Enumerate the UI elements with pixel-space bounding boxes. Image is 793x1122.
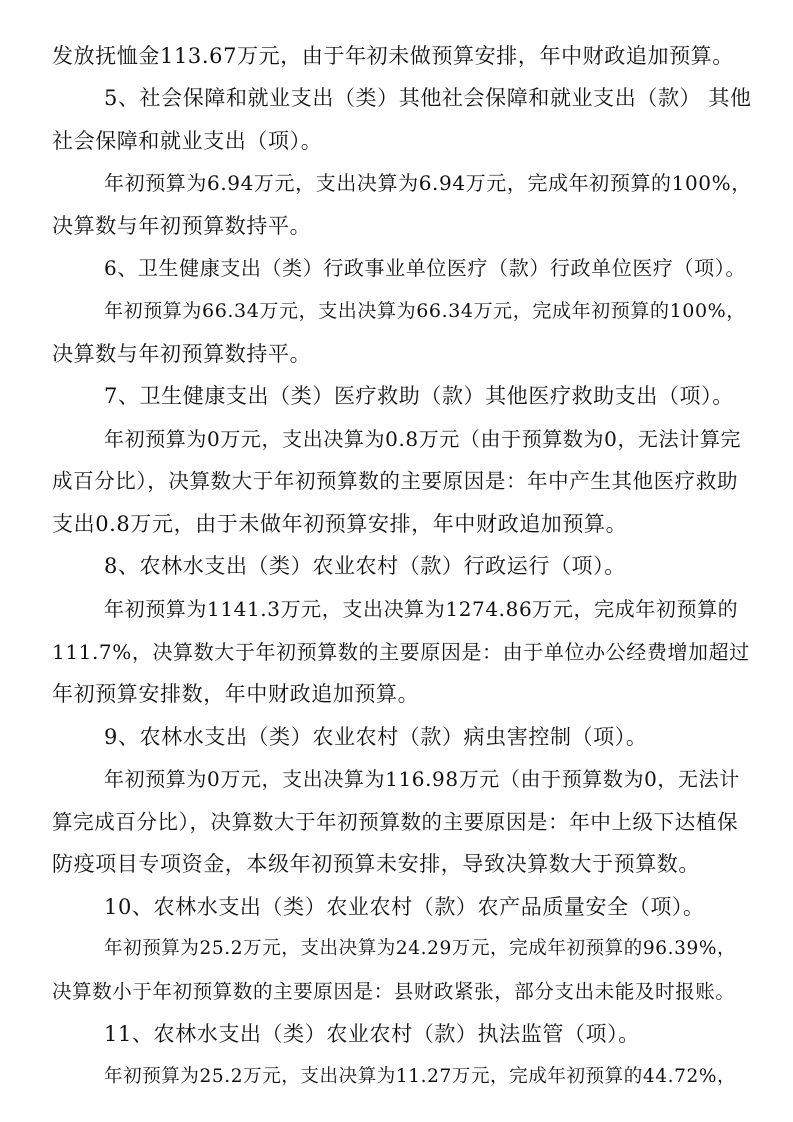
paragraph-line: 年初预算为0万元，支出决算为116.98万元（由于预算数为0，无法计 [104,767,740,791]
section-heading-7: 7、卫生健康支出（类）医疗救助（款）其他医疗救助支出（项）。 [104,384,734,408]
paragraph-line: 决算数与年初预算数持平。 [52,214,312,238]
paragraph-line: 决算数与年初预算数持平。 [52,342,312,366]
section-heading-9: 9、农林水支出（类）农业农村（款）病虫害控制（项）。 [104,725,648,749]
paragraph-line: 111.7%，决算数大于年初预算数的主要原因是：由于单位办公经费增加超过 [52,640,750,664]
paragraph-line: 成百分比），决算数大于年初预算数的主要原因是：年中产生其他医疗救助 [52,469,739,493]
paragraph-line: 年初预算为25.2万元，支出决算为11.27万元，完成年初预算的44.72%， [104,1066,737,1087]
section-heading-11: 11、农林水支出（类）农业农村（款）执法监管（项）。 [104,1022,640,1046]
paragraph-line: 年初预算为25.2万元，支出决算为24.29万元，完成年初预算的96.39%， [104,938,737,959]
paragraph-line: 年初预算为1141.3万元，支出决算为1274.86万元，完成年初预算的 [104,597,739,621]
paragraph-line: 支出0.8万元，由于未做年初预算安排，年中财政追加预算。 [52,512,628,536]
section-heading-5: 5、社会保障和就业支出（类）其他社会保障和就业支出（款） 其他 [104,86,752,110]
section-heading-6: 6、卫生健康支出（类）行政事业单位医疗（款）行政单位医疗（项）。 [104,256,746,280]
paragraph-line: 年初预算安排数，年中财政追加预算。 [52,682,420,706]
paragraph-line: 年初预算为66.34万元，支出决算为66.34万元，完成年初预算的100%， [104,300,746,322]
section-heading-8: 8、农林水支出（类）农业农村（款）行政运行（项）。 [104,554,626,578]
paragraph-line: 决算数小于年初预算数的主要原因是：县财政紧张，部分支出未能及时报账。 [52,980,736,1003]
paragraph-line: 算完成百分比），决算数大于年初预算数的主要原因是：年中上级下达植保 [52,810,739,834]
paragraph-line: 社会保障和就业支出（项）。 [52,129,323,153]
paragraph-line: 年初预算为0万元，支出决算为0.8万元（由于预算数为0，无法计算完 [104,427,742,451]
paragraph-line: 防疫项目专项资金，本级年初预算未安排，导致决算数大于预算数。 [52,852,700,876]
paragraph-line: 发放抚恤金113.67万元，由于年初未做预算安排，年中财政追加预算。 [52,44,734,68]
section-heading-10: 10、农林水支出（类）农业农村（款）农产品质量安全（项）。 [104,895,705,919]
paragraph-line: 年初预算为6.94万元，支出决算为6.94万元，完成年初预算的100%， [104,171,752,195]
